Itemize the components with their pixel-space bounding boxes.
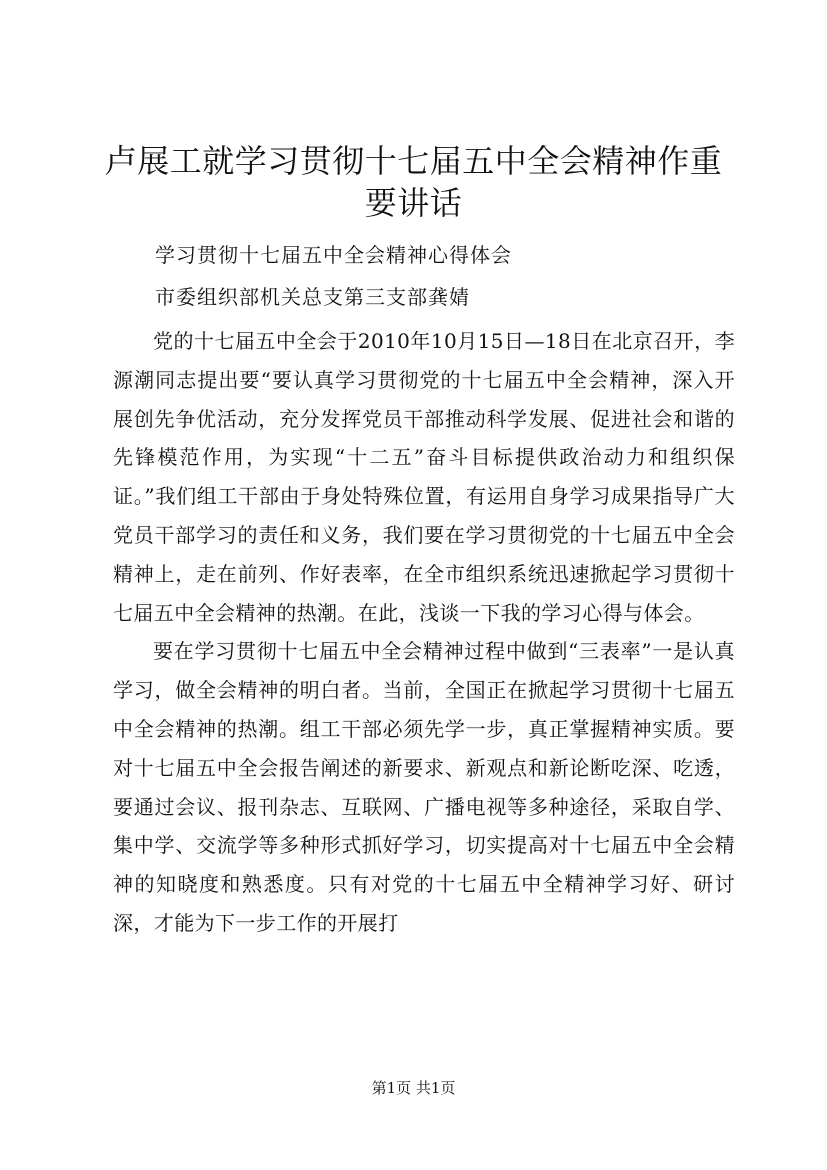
document-body (113, 322, 735, 943)
document-author: 市委组织部机关总支第三支部龚婧 (155, 285, 470, 309)
body-paragraph: 党的十七届五中全会于2010年10月15日—18日在北京召开，李源潮同志提出要“要认真学习贯彻党的十七届五中全会精神，深入开展创先争优活动，充分发挥党员干部推动科学发展、促进社会和谐的先锋模范作用，为实现“十二五”奋斗目标提供政治动力和组织保证。”我们组工干部由于身处特殊位置，有运用自身学习成果指导广大党员干部学习的责任和义务，我们要在学习贯彻党的十七届五中全会精神上，走在前列、作好表率，在全市组织系统迅速掀起学习贯彻十七届五中全会精神的热潮。在此，浅谈一下我的学习心得与体会。 (113, 329, 735, 625)
document-subtitle: 学习贯彻十七届五中全会精神心得体会 (155, 243, 512, 267)
document-title: 卢展工就学习贯彻十七届五中全会精神作重要讲话 (104, 142, 723, 222)
body-paragraph: 要在学习贯彻十七届五中全会精神过程中做到“三表率”一是认真学习，做全会精神的明白者。当前，全国正在掀起学习贯彻十七届五中全会精神的热潮。组工干部必须先学一步，真正掌握精神实质。要对十七届五中全会报告阐述的新要求、新观点和新论断吃深、吃透，要通过会议、报刊杂志、互联网、广播电视等多种途径，采取自学、集中学、交流学等多种形式抓好学习，切实提高对十七届五中全会精神的知晓度和熟悉度。只有对党的十七届五中全精神学习好、研讨深，才能为下一步工作的开展打 (113, 639, 735, 935)
page-number-footer: 第1页 共1页 (371, 1079, 456, 1097)
